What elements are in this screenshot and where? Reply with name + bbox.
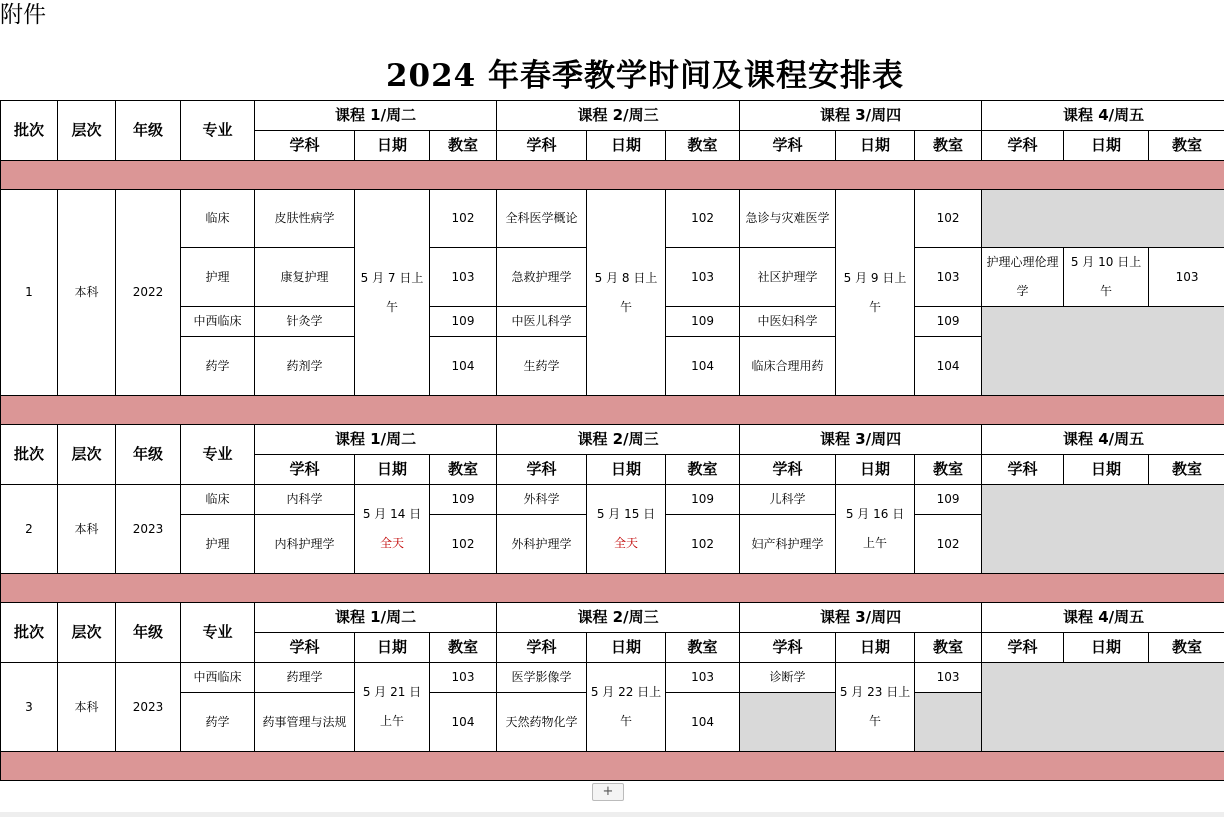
major-cell: 护理 [181,515,255,574]
header-date: 日期 [836,131,915,161]
subject-cell: 急诊与灾难医学 [740,190,836,248]
level-cell: 本科 [58,485,116,574]
date-cell: 5 月 7 日上午 [355,190,430,396]
header-date: 日期 [1064,633,1149,663]
header-room: 教室 [1149,131,1224,161]
header-course2: 课程 2/周三 [497,425,740,455]
subject-cell: 社区护理学 [740,248,836,307]
header-room: 教室 [430,633,497,663]
attachment-label: 附件 [0,2,46,28]
header-level: 层次 [58,425,116,485]
room-cell: 109 [915,307,982,337]
major-cell: 临床 [181,190,255,248]
header-subject: 学科 [982,131,1064,161]
subject-cell: 护理心理伦理学 [982,248,1064,307]
subject-cell: 内科学 [255,485,355,515]
schedule-table [0,100,1224,781]
header-major: 专业 [181,425,255,485]
header-course2: 课程 2/周三 [497,603,740,633]
header-subject: 学科 [255,633,355,663]
subject-cell: 急救护理学 [497,248,587,307]
separator-row [1,574,1224,603]
room-cell: 104 [666,337,740,396]
page-title: 2024 年春季教学时间及课程安排表 [385,58,905,94]
header-subject: 学科 [740,131,836,161]
header-date: 日期 [355,633,430,663]
room-cell: 103 [430,248,497,307]
room-cell: 109 [666,307,740,337]
subject-cell: 生药学 [497,337,587,396]
header-subject: 学科 [740,455,836,485]
header-batch: 批次 [1,425,58,485]
header-batch: 批次 [1,603,58,663]
subject-cell: 皮肤性病学 [255,190,355,248]
header-grade: 年级 [116,603,181,663]
major-cell: 药学 [181,337,255,396]
empty-cell [915,693,982,752]
bottom-bar [0,812,1224,817]
header-date: 日期 [355,131,430,161]
date-cell [836,485,915,574]
subject-cell: 妇产科护理学 [740,515,836,574]
date-time-text: 全天 [614,536,639,550]
header-room: 教室 [1149,455,1224,485]
header-room: 教室 [1149,633,1224,663]
header-course1: 课程 1/周二 [255,101,497,131]
subject-cell: 药事管理与法规 [255,693,355,752]
header-date: 日期 [587,633,666,663]
subject-cell: 诊断学 [740,663,836,693]
header-room: 教室 [915,633,982,663]
level-cell: 本科 [58,663,116,752]
header-major: 专业 [181,603,255,663]
room-cell: 104 [666,693,740,752]
date-cell: 5 月 22 日上午 [587,663,666,752]
empty-cell [982,190,1224,248]
room-cell: 109 [666,485,740,515]
subject-cell: 外科护理学 [497,515,587,574]
room-cell: 102 [666,515,740,574]
header-course4: 课程 4/周五 [982,425,1224,455]
header-course2: 课程 2/周三 [497,101,740,131]
separator-row [1,396,1224,425]
header-date: 日期 [1064,455,1149,485]
header-course1: 课程 1/周二 [255,603,497,633]
header-date: 日期 [836,633,915,663]
header-course3: 课程 3/周四 [740,101,982,131]
grade-cell: 2023 [116,663,181,752]
header-course3: 课程 3/周四 [740,603,982,633]
subject-cell: 康复护理 [255,248,355,307]
room-cell: 109 [430,307,497,337]
major-cell: 临床 [181,485,255,515]
header-date: 日期 [587,455,666,485]
separator-row [1,161,1224,190]
header-level: 层次 [58,101,116,161]
grade-cell: 2023 [116,485,181,574]
subject-cell: 天然药物化学 [497,693,587,752]
header-date: 日期 [836,455,915,485]
header-room: 教室 [430,131,497,161]
header-subject: 学科 [497,633,587,663]
grade-cell: 2022 [116,190,181,396]
major-cell: 中西临床 [181,663,255,693]
header-level: 层次 [58,603,116,663]
header-date: 日期 [587,131,666,161]
level-cell: 本科 [58,190,116,396]
room-cell: 102 [915,190,982,248]
header-room: 教室 [915,131,982,161]
date-cell [587,485,666,574]
date-text: 5 月 14 日 [362,507,422,521]
room-cell: 109 [430,485,497,515]
date-cell: 5 月 8 日上午 [587,190,666,396]
date-time-text: 上午 [863,536,888,550]
subject-cell: 针灸学 [255,307,355,337]
subject-cell: 全科医学概论 [497,190,587,248]
major-cell: 中西临床 [181,307,255,337]
room-cell: 102 [430,190,497,248]
empty-cell [982,307,1224,396]
header-grade: 年级 [116,101,181,161]
header-subject: 学科 [740,633,836,663]
header-subject: 学科 [982,455,1064,485]
header-room: 教室 [666,455,740,485]
room-cell: 102 [915,515,982,574]
header-grade: 年级 [116,425,181,485]
header-date: 日期 [355,455,430,485]
date-cell [355,485,430,574]
room-cell: 103 [915,663,982,693]
date-cell: 5 月 21 日上午 [355,663,430,752]
room-cell: 103 [666,663,740,693]
date-cell: 5 月 9 日上午 [836,190,915,396]
header-subject: 学科 [497,455,587,485]
separator-row [1,752,1224,781]
header-major: 专业 [181,101,255,161]
room-cell: 104 [915,337,982,396]
subject-cell: 中医妇科学 [740,307,836,337]
empty-cell [740,693,836,752]
header-subject: 学科 [982,633,1064,663]
subject-cell: 中医儿科学 [497,307,587,337]
subject-cell: 儿科学 [740,485,836,515]
subject-cell: 医学影像学 [497,663,587,693]
batch-number: 2 [1,485,58,574]
date-text: 5 月 16 日 [845,507,905,521]
room-cell: 103 [1149,248,1224,307]
header-date: 日期 [1064,131,1149,161]
header-subject: 学科 [255,455,355,485]
room-cell: 103 [666,248,740,307]
subject-cell: 药剂学 [255,337,355,396]
date-text: 5 月 15 日 [596,507,656,521]
empty-cell [982,663,1224,752]
header-subject: 学科 [497,131,587,161]
batch-number: 3 [1,663,58,752]
date-cell: 5 月 23 日上午 [836,663,915,752]
room-cell: 102 [430,515,497,574]
subject-cell: 临床合理用药 [740,337,836,396]
major-cell: 药学 [181,693,255,752]
room-cell: 109 [915,485,982,515]
header-course3: 课程 3/周四 [740,425,982,455]
header-room: 教室 [915,455,982,485]
date-cell: 5 月 10 日上午 [1064,248,1149,307]
empty-cell [982,485,1224,574]
header-room: 教室 [666,633,740,663]
room-cell: 102 [666,190,740,248]
major-cell: 护理 [181,248,255,307]
room-cell: 103 [430,663,497,693]
header-course4: 课程 4/周五 [982,603,1224,633]
batch-number: 1 [1,190,58,396]
subject-cell: 内科护理学 [255,515,355,574]
room-cell: 104 [430,337,497,396]
header-course1: 课程 1/周二 [255,425,497,455]
header-room: 教室 [666,131,740,161]
add-sheet-button[interactable]: + [592,783,624,801]
date-time-text: 全天 [379,536,404,550]
header-room: 教室 [430,455,497,485]
header-course4: 课程 4/周五 [982,101,1224,131]
header-subject: 学科 [255,131,355,161]
room-cell: 103 [915,248,982,307]
subject-cell: 药理学 [255,663,355,693]
room-cell: 104 [430,693,497,752]
header-batch: 批次 [1,101,58,161]
subject-cell: 外科学 [497,485,587,515]
